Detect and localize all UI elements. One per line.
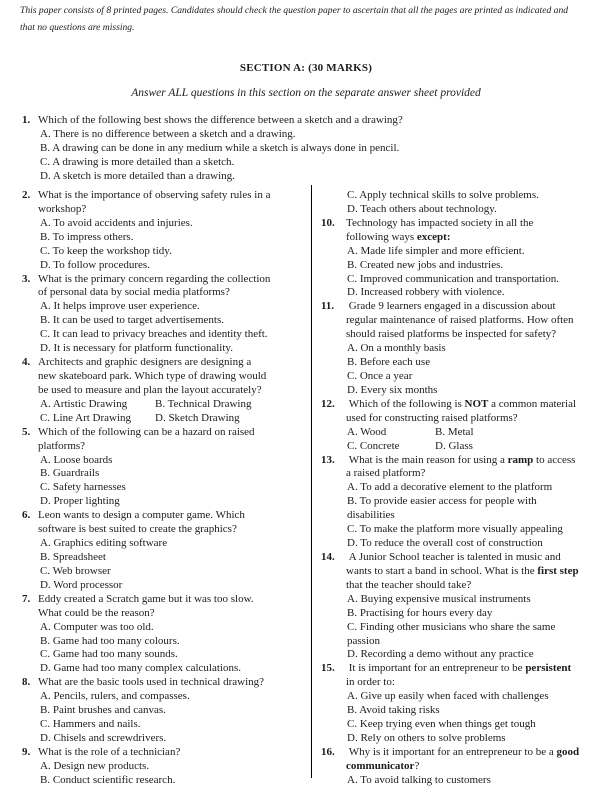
- text-segment: C. Improved communication and transportation.: [347, 272, 560, 285]
- text-segment: regular maintenance of raised platforms. How often: [346, 314, 574, 327]
- text-segment: Which of the following is: [346, 397, 465, 410]
- left-column: [22, 189, 304, 788]
- text-segment: C. Keep trying even when things get tough: [347, 718, 536, 731]
- text-segment: that the teacher should take?: [346, 578, 472, 591]
- option-line: [22, 314, 304, 328]
- option-line: [22, 537, 304, 551]
- question-text-line: [22, 440, 304, 454]
- text-segment: C. Safety harnesses: [40, 481, 126, 494]
- text-segment: wants to start a band in school. What is the: [346, 564, 538, 577]
- text-segment: following ways: [346, 230, 417, 243]
- text-segment: A. Give up easily when faced with challenges: [347, 690, 549, 703]
- option-line: [22, 342, 304, 356]
- text-segment: A. To avoid talking to customers: [347, 773, 491, 786]
- text-segment: What could be the reason?: [38, 606, 155, 619]
- notice-line-1: This paper consists of 8 printed pages. Candidates should check the question paper to ascertain that all the pages are printed as indicated and: [20, 5, 569, 16]
- text-segment: B. Game had too many colours.: [40, 634, 180, 647]
- text-segment: C. Finding other musicians who share the same: [347, 620, 556, 633]
- question-text-line: [22, 273, 304, 287]
- text-segment: B. Paint brushes and canvas.: [40, 704, 166, 717]
- option-line: [22, 128, 598, 142]
- text-segment: B. Conduct scientific research.: [40, 773, 176, 786]
- question-number: 16.: [321, 745, 335, 758]
- question-text-line: [22, 286, 304, 300]
- text-segment: B. A drawing can be done in any medium while a sketch is always done in pencil.: [40, 141, 400, 154]
- text-segment: D. Every six months: [347, 383, 438, 396]
- question-text-line: [321, 217, 609, 231]
- option-line: [22, 217, 304, 231]
- question-text-line: [22, 523, 304, 537]
- emphasized-text: good: [556, 745, 580, 758]
- text-segment: A. To add a decorative element to the platform: [347, 481, 553, 494]
- text-segment: What is the role of a technician?: [38, 745, 181, 758]
- question-number: 13.: [321, 453, 335, 466]
- option-b-text: D. Sketch Drawing: [155, 411, 240, 424]
- text-segment: B. It can be used to target advertisements.: [40, 314, 224, 327]
- option-line: [321, 356, 609, 370]
- question-text-line: [22, 509, 304, 523]
- question-text-line: [321, 579, 609, 593]
- text-segment: Which of the following best shows the difference between a sketch and a drawing?: [38, 114, 403, 126]
- text-segment: D. Rely on others to solve problems: [347, 731, 506, 744]
- option-line: [22, 495, 304, 509]
- question-text-line: [22, 426, 304, 440]
- question-number: 6.: [22, 509, 31, 522]
- text-segment: D. A sketch is more detailed than a drawing.: [40, 169, 235, 182]
- option-a-text: A. Artistic Drawing: [40, 397, 128, 410]
- option-line: [321, 635, 609, 649]
- option-line: [22, 621, 304, 635]
- option-line: [321, 509, 609, 523]
- option-line: [22, 481, 304, 495]
- text-segment: What is the importance of observing safety rules in a: [38, 189, 271, 201]
- question-number: 7.: [22, 592, 31, 605]
- option-line: [321, 342, 609, 356]
- text-segment: A. Design new products.: [40, 759, 150, 772]
- question-number: 15.: [321, 662, 335, 675]
- option-line: [22, 662, 304, 676]
- question-number: 14.: [321, 550, 335, 563]
- text-segment: D. Teach others about technology.: [347, 202, 497, 215]
- text-segment: to access: [533, 453, 576, 466]
- question-text-line: [321, 746, 609, 760]
- text-segment: a raised platform?: [346, 467, 426, 480]
- option-line: [321, 690, 609, 704]
- option-a-text: A. Wood: [347, 425, 387, 438]
- option-line: [321, 370, 609, 384]
- option-line: [22, 300, 304, 314]
- question-text-line: [321, 565, 609, 579]
- text-segment: C. A drawing is more detailed than a sketch.: [40, 155, 235, 168]
- option-a-text: C. Line Art Drawing: [40, 411, 132, 424]
- option-a-text: C. Concrete: [347, 439, 400, 452]
- question-text-line: [321, 314, 609, 328]
- option-line: [321, 273, 609, 287]
- text-segment: disabilities: [347, 509, 395, 522]
- text-segment: a common material: [488, 397, 577, 410]
- emphasized-text: first step: [537, 564, 579, 577]
- option-line: [22, 245, 304, 259]
- text-segment: B. Guardrails: [40, 467, 100, 480]
- question-text-line: [22, 189, 304, 203]
- option-line: [22, 231, 304, 245]
- option-line: [22, 328, 304, 342]
- text-segment: C. It can lead to privacy breaches and identity theft.: [40, 328, 268, 341]
- text-segment: D. Increased robbery with violence.: [347, 286, 505, 299]
- option-line: [321, 621, 609, 635]
- option-line: [22, 718, 304, 732]
- option-line: [321, 481, 609, 495]
- text-segment: A. It helps improve user experience.: [40, 300, 200, 313]
- text-segment: B. Avoid taking risks: [347, 704, 440, 717]
- option-line: [321, 774, 609, 788]
- question-text-line: [321, 676, 609, 690]
- text-segment: D. Word processor: [40, 578, 123, 591]
- option-line: [22, 454, 304, 468]
- question-text-line: [22, 593, 304, 607]
- text-segment: A. Buying expensive musical instruments: [347, 592, 531, 605]
- text-segment: software is best suited to create the graphics?: [38, 523, 237, 536]
- option-line: [22, 412, 304, 426]
- question-text-line: [22, 384, 304, 398]
- question-text-line: [321, 412, 609, 426]
- option-b-text: B. Technical Drawing: [155, 397, 252, 410]
- emphasized-text: NOT: [464, 397, 489, 410]
- text-segment: A. Computer was too old.: [40, 620, 154, 633]
- option-line: [22, 170, 598, 184]
- text-segment: C. To make the platform more visually appealing: [347, 523, 563, 536]
- text-segment: A Junior School teacher is talented in music and: [346, 550, 561, 563]
- section-instruction: Answer ALL questions in this section on the separate answer sheet provided: [131, 87, 481, 99]
- option-line: [22, 774, 304, 788]
- option-line: [22, 732, 304, 746]
- text-segment: A. To avoid accidents and injuries.: [40, 216, 193, 229]
- notice-line-2: that no questions are missing.: [20, 21, 135, 33]
- option-line: [321, 607, 609, 621]
- option-line: [321, 732, 609, 746]
- text-segment: C. Once a year: [347, 369, 413, 382]
- question-number: 8.: [22, 676, 31, 689]
- text-segment: D. Proper lighting: [40, 495, 120, 508]
- question-text-line: [22, 356, 304, 370]
- question-1-block: [22, 114, 598, 184]
- text-segment: Architects and graphic designers are designing a: [38, 356, 252, 369]
- emphasized-text: ramp: [507, 453, 534, 466]
- text-segment: D. Game had too many complex calculations.: [40, 662, 241, 675]
- question-text-line: [321, 454, 609, 468]
- question-text-line: [321, 300, 609, 314]
- option-line: [321, 704, 609, 718]
- option-line: [22, 259, 304, 273]
- text-segment: C. To keep the workshop tidy.: [40, 244, 172, 257]
- text-segment: passion: [347, 634, 380, 647]
- option-line: [22, 142, 598, 156]
- column-divider: [311, 185, 312, 778]
- question-text-line: [22, 203, 304, 217]
- text-segment: in order to:: [346, 676, 395, 689]
- printed-pages-notice: [20, 3, 604, 36]
- option-line: [22, 648, 304, 662]
- text-segment: C. Game had too many sounds.: [40, 648, 178, 661]
- text-segment: B. Practising for hours every day: [347, 606, 493, 619]
- question-number: 4.: [22, 356, 31, 369]
- option-line: [22, 156, 598, 170]
- option-b-text: D. Glass: [435, 439, 473, 452]
- text-segment: A. On a monthly basis: [347, 342, 446, 355]
- text-segment: D. Chisels and screwdrivers.: [40, 731, 167, 744]
- option-b-text: B. Metal: [435, 425, 474, 438]
- question-text-line: [22, 370, 304, 384]
- question-text-line: [22, 607, 304, 621]
- option-line: [321, 523, 609, 537]
- text-segment: A. Loose boards: [40, 453, 113, 466]
- text-segment: A. Pencils, rulers, and compasses.: [40, 690, 190, 703]
- emphasized-text: communicator: [346, 759, 415, 772]
- text-segment: What is the main reason for using a: [346, 453, 508, 466]
- question-text-line: [22, 746, 304, 760]
- text-segment: Which of the following can be a hazard on raised: [38, 425, 255, 438]
- question-text-line: [321, 760, 609, 774]
- question-number: 9.: [22, 745, 31, 758]
- text-segment: D. To follow procedures.: [40, 258, 150, 271]
- section-title: SECTION A: (30 MARKS): [239, 62, 373, 74]
- right-column: [321, 189, 609, 788]
- option-line: [321, 718, 609, 732]
- option-line: [22, 690, 304, 704]
- option-line: [321, 245, 609, 259]
- question-text-line: [321, 467, 609, 481]
- option-line: [22, 398, 304, 412]
- option-line: [22, 551, 304, 565]
- text-segment: D. Recording a demo without any practice: [347, 648, 534, 661]
- text-segment: C. Hammers and nails.: [40, 718, 141, 731]
- text-segment: Why is it important for an entrepreneur to be a: [346, 745, 557, 758]
- option-line: [22, 565, 304, 579]
- option-line: [22, 704, 304, 718]
- text-segment: Grade 9 learners engaged in a discussion about: [346, 300, 556, 313]
- option-line: [321, 203, 609, 217]
- emphasized-text: persistent: [525, 662, 572, 675]
- option-line: [321, 286, 609, 300]
- text-segment: Leon wants to design a computer game. Which: [38, 509, 245, 522]
- option-line: [321, 495, 609, 509]
- text-segment: A. Graphics editing software: [40, 537, 168, 550]
- question-number: 2.: [22, 189, 31, 201]
- text-segment: B. To impress others.: [40, 230, 134, 243]
- option-line: [321, 440, 609, 454]
- text-segment: C. Web browser: [40, 564, 111, 577]
- option-line: [22, 467, 304, 481]
- option-line: [321, 384, 609, 398]
- option-line: [321, 426, 609, 440]
- option-line: [321, 537, 609, 551]
- text-segment: B. Before each use: [347, 356, 431, 369]
- text-segment: used for constructing raised platforms?: [346, 411, 518, 424]
- text-segment: Technology has impacted society in all the: [346, 216, 534, 229]
- question-number: 10.: [321, 216, 335, 229]
- text-segment: should raised platforms be inspected for safety?: [346, 328, 557, 341]
- text-segment: ?: [414, 759, 420, 772]
- text-segment: of personal data by social media platforms?: [38, 286, 230, 299]
- question-number: 12.: [321, 397, 335, 410]
- option-line: [321, 189, 609, 203]
- question-text-line: [22, 114, 598, 128]
- text-segment: new skateboard park. Which type of drawing would: [38, 369, 267, 382]
- question-number: 11.: [321, 300, 335, 313]
- option-line: [321, 648, 609, 662]
- text-segment: A. There is no difference between a sketch and a drawing.: [40, 127, 296, 140]
- text-segment: It is important for an entrepreneur to be: [346, 662, 526, 675]
- text-segment: Eddy created a Scratch game but it was too slow.: [38, 592, 254, 605]
- text-segment: be used to measure and plan the layout accurately?: [38, 383, 262, 396]
- question-text-line: [321, 328, 609, 342]
- text-segment: D. It is necessary for platform functionality.: [40, 342, 233, 355]
- question-text-line: [321, 231, 609, 245]
- text-segment: A. Made life simpler and more efficient.: [347, 244, 525, 257]
- text-segment: C. Apply technical skills to solve problems.: [347, 189, 539, 201]
- text-segment: D. To reduce the overall cost of construction: [347, 537, 543, 550]
- question-text-line: [22, 676, 304, 690]
- text-segment: B. Created new jobs and industries.: [347, 258, 504, 271]
- option-line: [321, 593, 609, 607]
- text-segment: platforms?: [38, 439, 86, 452]
- question-number: 3.: [22, 272, 31, 285]
- question-text-line: [321, 551, 609, 565]
- text-segment: B. Spreadsheet: [40, 550, 106, 563]
- option-line: [22, 635, 304, 649]
- question-number: 1.: [22, 114, 31, 126]
- option-line: [22, 760, 304, 774]
- option-line: [321, 259, 609, 273]
- text-segment: B. To provide easier access for people with: [347, 495, 537, 508]
- text-segment: workshop?: [38, 202, 87, 215]
- question-number: 5.: [22, 425, 31, 438]
- text-segment: What is the primary concern regarding the collection: [38, 272, 271, 285]
- option-line: [22, 579, 304, 593]
- question-text-line: [321, 398, 609, 412]
- question-text-line: [321, 662, 609, 676]
- text-segment: What are the basic tools used in technical drawing?: [38, 676, 265, 689]
- emphasized-text: except:: [416, 230, 451, 243]
